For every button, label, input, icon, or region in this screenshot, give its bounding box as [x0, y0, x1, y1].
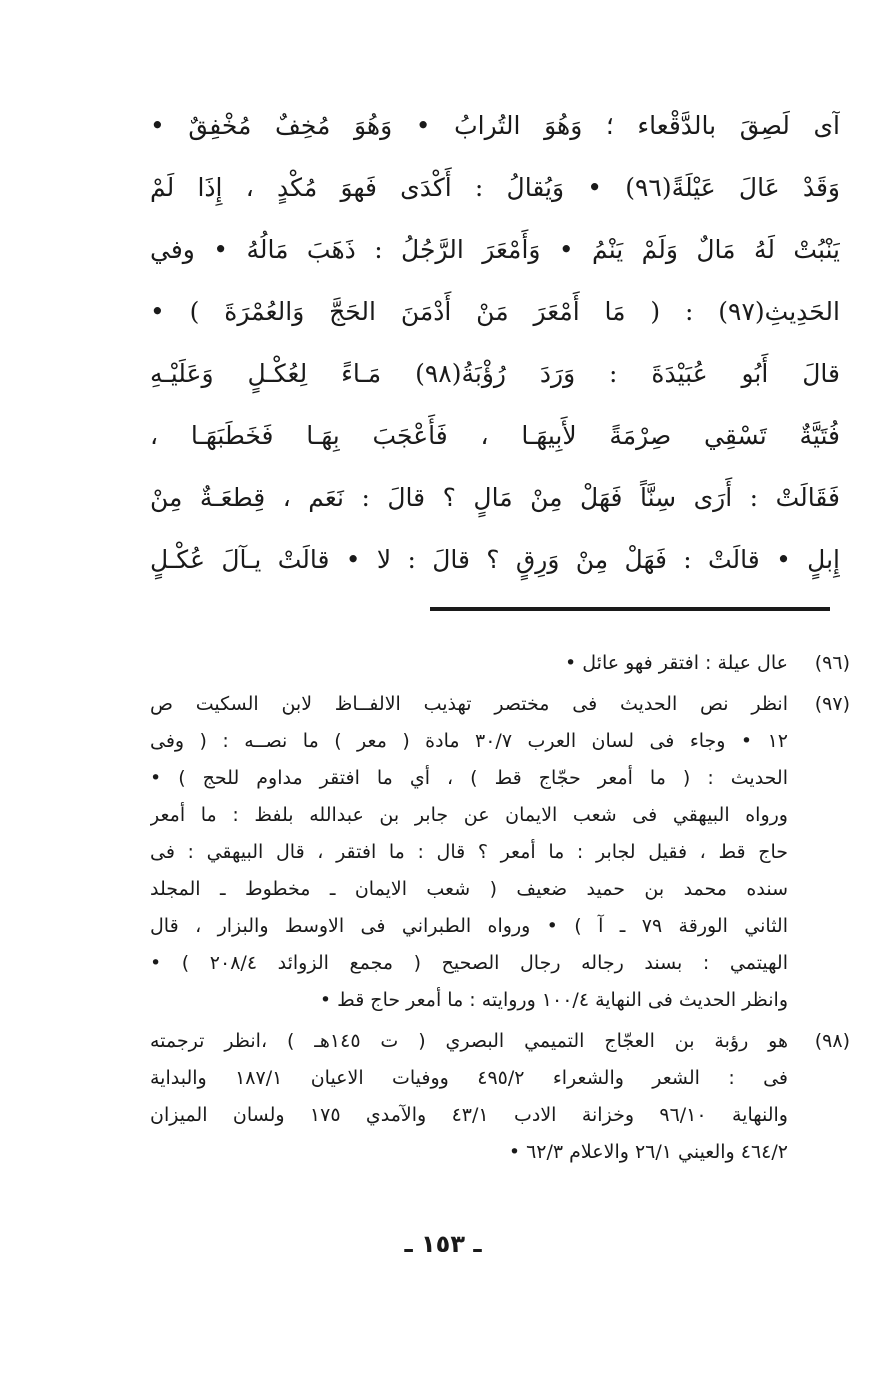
footnote-separator: [430, 607, 830, 611]
main-text-block: [150, 95, 840, 591]
main-text-line: فَقَالَتْ : أَرَى سِنَّاً فَهَلْ مِنْ مَالٍ ؟ قالَ : نَعَم ، قِطعَـةٌ مِنْ: [150, 483, 840, 512]
footnote-body: [150, 686, 788, 1019]
main-text-line: الحَدِيثِ(٩٧) : ( مَا أَمْعَرَ مَنْ أَدْمَنَ الحَجَّ وَالعُمْرَةَ ) •: [150, 297, 840, 326]
main-text-line: فُتَيَّةٌ تَسْقِي صِرْمَةً لأَبِيهَـا ، فَأَعْجَبَ بِهَـا فَخَطَبَهَـا ،: [150, 421, 840, 450]
footnote-line: والنهاية ٩٦/١٠ وخزانة الادب ٤٣/١ والآمدي ١٧٥ ولسان الميزان: [150, 1104, 788, 1126]
footnotes-block: [150, 645, 850, 1175]
footnote-line: ٤٦٤/٢ والعيني ٢٦/١ والاعلام ٦٢/٣ •: [508, 1141, 788, 1163]
footnote: [150, 686, 850, 1019]
footnote-line: ١٢ • وجاء فى لسان العرب ٣٠/٧ مادة ( معر ) ما نصــه : ( وفى: [150, 730, 788, 752]
main-text-line: آى لَصِقَ بالدَّقْعاء ؛ وَهُوَ التُرابُ • وَهُوَ مُخِفٌ مُخْفِقٌ •: [150, 111, 840, 140]
footnote-line: سنده محمد بن حميد ضعيف ( شعب الايمان ـ مخطوط ـ المجلد: [150, 878, 788, 900]
footnote-body: [150, 645, 788, 682]
footnote-line: وانظر الحديث فى النهاية ١٠٠/٤ وروايته : ما أمعر حاج قط •: [319, 989, 788, 1011]
footnote-body: [150, 1023, 788, 1171]
footnote: [150, 645, 850, 682]
footnote-line: هو رؤبة بن العجّاج التميمي البصري ( ت ١٤٥هـ ) ،انظر ترجمته: [150, 1030, 788, 1052]
footnote-number: (٩٧): [814, 693, 850, 715]
footnote-number: (٩٨): [814, 1030, 850, 1052]
footnote-line: ورواه البيهقي فى شعب الايمان عن جابر بن عبدالله بلفظ : ما أمعر: [150, 804, 788, 826]
main-text-line: وَقَدْ عَالَ عَيْلَةً(٩٦) • وَيُقالُ : أَكْدَى فَهوَ مُكْدٍ ، إِذَا لَمْ: [150, 173, 840, 202]
footnote-line: الهيتمي : بسند رجاله رجال الصحيح ( مجمع الزوائد ٢٠٨/٤ ) •: [150, 952, 788, 974]
footnote-line: انظر نص الحديث فى مختصر تهذيب الالفــاظ لابن السكيت ص: [150, 693, 788, 715]
footnote-line: حاج قط ، فقيل لجابر : ما أمعر ؟ قال : ما افتقر ، قال البيهقي : فى: [150, 841, 788, 863]
main-text-line: يَنْبُتْ لَهُ مَالٌ وَلَمْ يَنْمُ • وَأَمْعَرَ الرَّجُلُ : ذَهَبَ مَالُهُ • وفي: [150, 235, 840, 264]
footnote-number: (٩٦): [814, 652, 850, 674]
main-text-line: إِبلٍ • قالَتْ : فَهَلْ مِنْ وَرِقٍ ؟ قالَ : لا • قالَتْ يـآلَ عُكْـلٍ: [150, 545, 840, 574]
footnote-line: الثاني الورقة ٧٩ ـ آ ) • ورواه الطبراني فى الاوسط والبزار ، قال: [150, 915, 788, 937]
footnote-line: فى : الشعر والشعراء ٤٩٥/٢ ووفيات الاعيان ١٨٧/١ والبداية: [150, 1067, 788, 1089]
main-text-line: قالَ أَبُو عُبَيْدَةَ : وَرَدَ رُؤْبَةُ(٩٨) مَـاءً لِعُكْـلٍ وَعَلَيْـهِ: [150, 359, 840, 388]
footnote-line: عال عيلة : افتقر فهو عائل •: [565, 652, 788, 674]
footnote-line: الحديث : ( ما أمعر حجّاج قط ) ، أي ما افتقر مداوم للحج ) •: [150, 767, 788, 789]
page-number: ـ ١٥٣ ـ: [404, 1230, 482, 1258]
footnote: [150, 1023, 850, 1171]
